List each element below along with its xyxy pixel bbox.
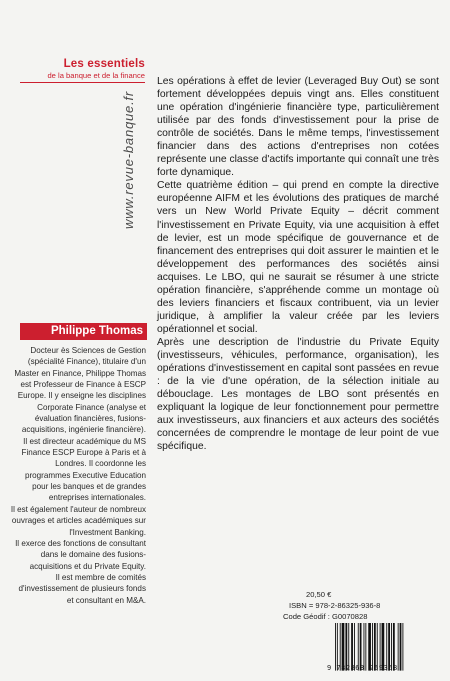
- author-name-banner: [20, 323, 147, 340]
- author-bio: [10, 345, 146, 606]
- description-paragraph: Cette quatrième édition – qui prend en compte la directive européenne AIFM et les évolutions des pratiques de marché vers un New World Private Equity – décrit comment l'investissement en Private Equity, via une acquisition à effet de levier, est un mode spécifique de gouvernance et de financement des entreprises qui doit assurer le maintien et le développement des performances des sociétés ainsi acquises. Le LBO, qui ne saurait se résumer à une stricte opération financière, s'appréhende comme un montage où des leviers financiers et fiscaux contribuent, via un levier juridique, à amplifier la valeur créée par les leviers opérationnel et social.: [157, 180, 439, 335]
- book-description: [157, 75, 439, 453]
- description-paragraph: Après une description de l'industrie du Private Equity (investisseurs, véhicules, performance, organisation), les opérations d'investissement en capital sont passées en revue : de la vie d'une opération, de la sélection initiale au débouclage. Les montages de LBO sont présentés en expliquant la logique de leur fonctionnement pour permettre aux investisseurs, aux financiers et aux acteurs des sociétés concernées de comprendre le montage de leur point de vue spécifique.: [157, 336, 439, 453]
- bio-paragraph: Il est membre de comités d'investissement de plusieurs fonds et consultant en M&A.: [18, 572, 146, 605]
- isbn: ISBN = 978-2-86325-936-8: [289, 601, 381, 610]
- bio-paragraph: Il exerce des fonctions de consultant dans le domaine des fusions-acquisitions et du Private Equity.: [15, 538, 146, 571]
- description-paragraph: Les opérations à effet de levier (Leveraged Buy Out) se sont fortement développées depuis vingt ans. Elles constituent une opération d'ingénierie financière type, particulièrement utilisée par des fonds d'investissement pour la prise de contrôle de sociétés. Dans le même temps, l'investissement financier dans des actions d'entreprises non cotées représente une classe d'actifs importante qui connaît une très forte dynamique.: [157, 76, 439, 179]
- bio-paragraph: Il est directeur académique du MS Finance ESCP Europe à Paris et à Londres. Il coordonne les programmes Executive Education pour les banques et de grandes entreprises internationales.: [21, 436, 146, 503]
- price: 20,50 €: [306, 590, 332, 599]
- website-text: www.revue-banque.fr: [121, 90, 136, 229]
- barcode-digits: 9 782863 259368: [327, 664, 398, 672]
- series-rule: [20, 82, 145, 83]
- series-subtitle: de la banque et de la finance: [47, 71, 145, 80]
- geodif-code: Code Géodif : G0070828: [283, 612, 368, 621]
- author-name: Philippe Thomas: [50, 325, 143, 337]
- series-title: Les essentiels: [63, 58, 145, 70]
- bio-paragraph: Docteur ès Sciences de Gestion (spécialité Finance), titulaire d'un Master en Finance, Philippe Thomas est Professeur de Finance à ESCP Europe. Il y enseigne les disciplines Corporate Finance (analyse et évaluation financières, fusions-acquisitions, ingénierie financière).: [14, 346, 146, 435]
- left-column: [0, 0, 150, 681]
- bio-paragraph: Il est également l'auteur de nombreux ouvrages et articles académiques sur l'Investment Banking.: [10, 504, 146, 537]
